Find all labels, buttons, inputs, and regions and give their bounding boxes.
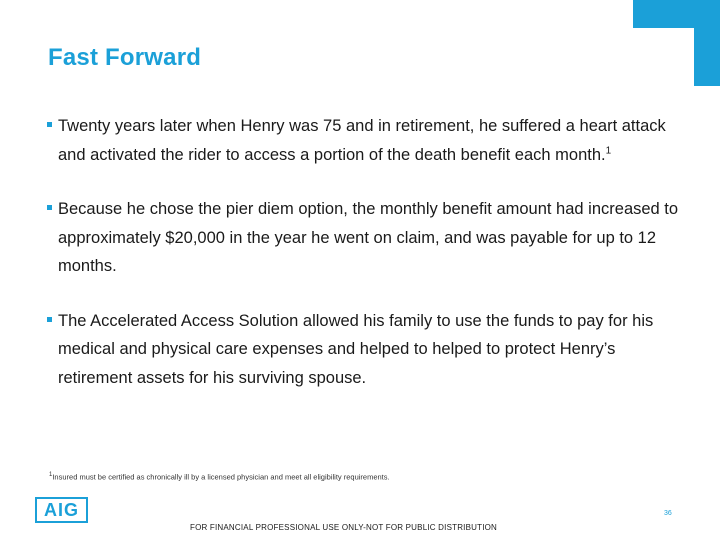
bullet-text: The Accelerated Access Solution allowed his family to use the funds to pay for his medical and physical care expenses and helped to helped to protect Henry’s retirement assets for his surviving spouse. <box>58 311 654 387</box>
logo-text: AIG <box>43 499 79 520</box>
disclaimer-text: FOR FINANCIAL PROFESSIONAL USE ONLY-NOT FOR PUBLIC DISTRIBUTION <box>190 523 498 532</box>
bullet-item <box>47 112 687 169</box>
page-number: 36 <box>664 510 672 517</box>
square-bullet-icon <box>47 205 52 210</box>
square-bullet-icon <box>47 122 52 127</box>
footnote-marker: 1 <box>49 472 53 478</box>
footnote-reference: 1 <box>605 145 612 156</box>
square-bullet-icon <box>47 317 52 322</box>
slide-title: Fast Forward <box>48 44 202 71</box>
bullet-list <box>47 112 687 418</box>
bullet-item <box>47 195 687 281</box>
bullet-text: Twenty years later when Henry was 75 and in retirement, he suffered a heart attack and activated the rider to access a portion of the death benefit each month. <box>58 117 666 164</box>
decorative-corner-block-side <box>694 28 720 86</box>
aig-logo <box>35 497 88 523</box>
footnote-text: Insured must be certified as chronically ill by a licensed physician and meet all eligibility requirements. <box>52 472 390 482</box>
bullet-text: Because he chose the pier diem option, the monthly benefit amount had increased to approximately $20,000 in the year he went on claim, and was payable for up to 12 months. <box>58 200 679 275</box>
bullet-item <box>47 307 687 393</box>
footnote <box>49 472 390 482</box>
decorative-corner-block-top <box>633 0 720 28</box>
